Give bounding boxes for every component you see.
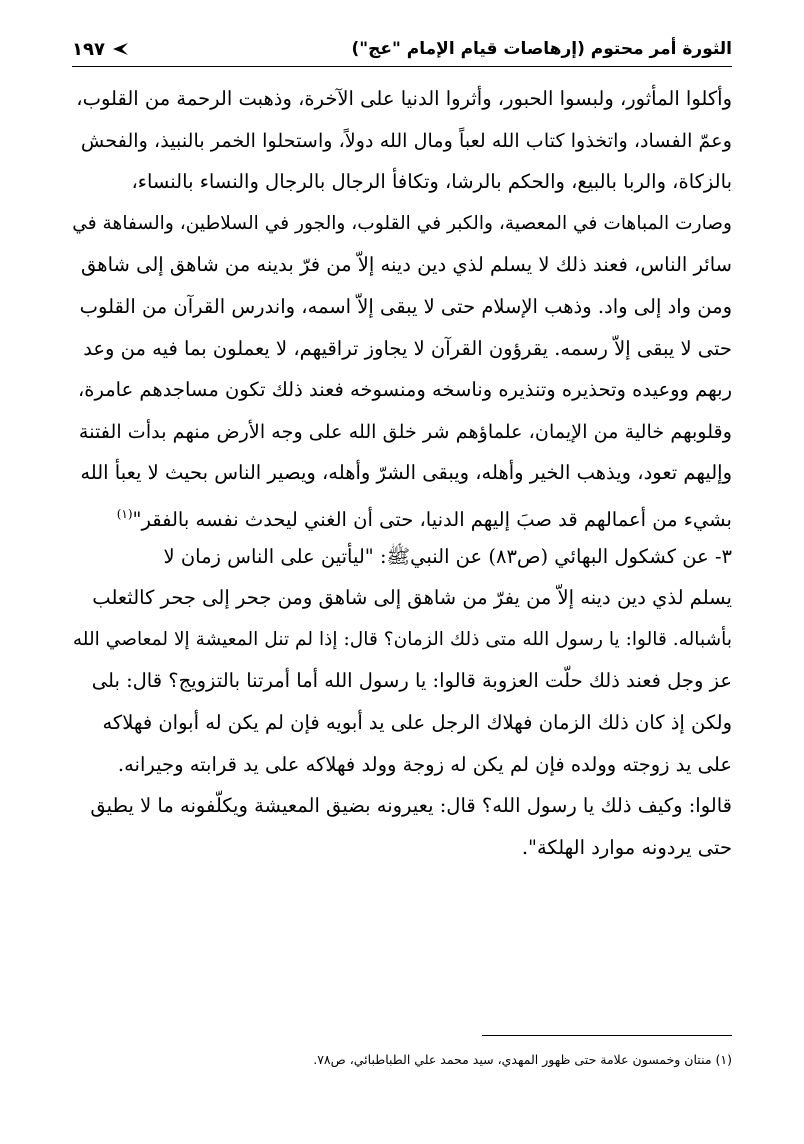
- text-line: وصارت المباهات في المعصية، والكبر في القلوب، والجور في السلاطين، والسفاهة في: [72, 212, 732, 234]
- running-title: الثورة أمر محتوم (إرهاصات قيام الإمام "عج"): [351, 39, 732, 59]
- text-line: بشيء من أعمالهم قد صبَ إليهم الدنيا، حتى أن الغني ليحدث نفسه بالفقر": [132, 507, 732, 531]
- text-line: حتى يردونه موارد الهلكة".: [521, 835, 732, 859]
- text-line: وعمّ الفساد، واتخذوا كتاب الله لعباً ومال الله دولاً، واستحلوا الخمر بالنبيذ، والفحش: [80, 128, 732, 152]
- text-line: سائر الناس، فعند ذلك لا يسلم لذي دين دينه إلاّ من فرّ بدينه من شاهق إلى شاهق: [81, 253, 732, 277]
- body-text: [72, 78, 732, 868]
- text-line: قالوا: وكيف ذلك يا رسول الله؟ قال: يعيرونه بضيق المعيشة ويكلّفونه ما لا يطيق: [90, 794, 732, 818]
- text-line: عز وجل فعند ذلك حلّت العزوبة قالوا: يا رسول الله أما أمرتنا بالتزويج؟ قال: بلى: [91, 669, 732, 693]
- text-line: ولكن إذ كان ذلك الزمان فهلاك الرجل على يد أبويه فإن لم يكن له أبوان فهلاكه: [102, 710, 732, 734]
- page-header: [72, 32, 732, 66]
- text-line-with-footnote-ref: [72, 494, 732, 536]
- footnote-divider: [482, 1035, 732, 1036]
- text-line: يسلم لذي دين دينه إلاّ من يفرّ من شاهق إلى شاهق ومن جحر إلى جحر كالثعلب: [92, 586, 732, 610]
- text-line: بالزكاة، والربا بالبيع، والحكم بالرشا، وتكافأ الرجال بالرجال والنساء بالنساء،: [131, 170, 732, 194]
- header-divider: [72, 66, 732, 67]
- left-arrow-icon: [111, 42, 129, 56]
- text-line: وأكلوا المأثور، ولبسوا الحبور، وأثروا الدنيا على الآخرة، وذهبت الرحمة من القلوب،: [76, 87, 732, 110]
- text-line: على يد زوجته وولده فإن لم يكن له زوجة وولد فهلاكه على يد قرابته وجيرانه.: [117, 752, 732, 776]
- text-line: ٣- عن كشكول البهائي (ص٨٣) عن النبيﷺ: "ليأتين على الناس زمان لا: [163, 544, 732, 568]
- text-line: حتى لا يبقى إلاّ رسمه. يقرؤون القرآن لا يجاوز تراقيهم، لا يعملون بما فيه من وعد: [83, 336, 732, 360]
- text-line: ربهم ووعيده وتحذيره وتنذيره وناسخه ومنسوخه فعند ذلك تكون مساجدهم عامرة،: [77, 378, 732, 402]
- page-number-group: [72, 39, 129, 60]
- text-line: بأشباله. قالوا: يا رسول الله متى ذلك الزمان؟ قال: إذا لم تنل المعيشة إلا لمعاصي الله: [72, 628, 732, 650]
- text-line: وإليهم تعود، ويذهب الخير وأهله، ويبقى الشرّ وأهله، ويصير الناس بحيث لا يعبأ الله: [80, 461, 732, 485]
- footnote: (١) منتان وخمسون علامة حتى ظهور المهدي، سيد محمد علي الطباطبائي، ص٧٨.: [313, 1052, 732, 1067]
- text-line: ومن واد إلى واد. وذهب الإسلام حتى لا يبقى إلاّ اسمه، واندرس القرآن من القلوب: [79, 294, 732, 318]
- text-line: وقلوبهم خالية من الإيمان، علماؤهم شر خلق الله على وجه الأرض منهم بدأت الفتنة: [78, 419, 732, 443]
- page-number: ١٩٧: [72, 38, 105, 60]
- footnote-reference: (١): [116, 506, 133, 521]
